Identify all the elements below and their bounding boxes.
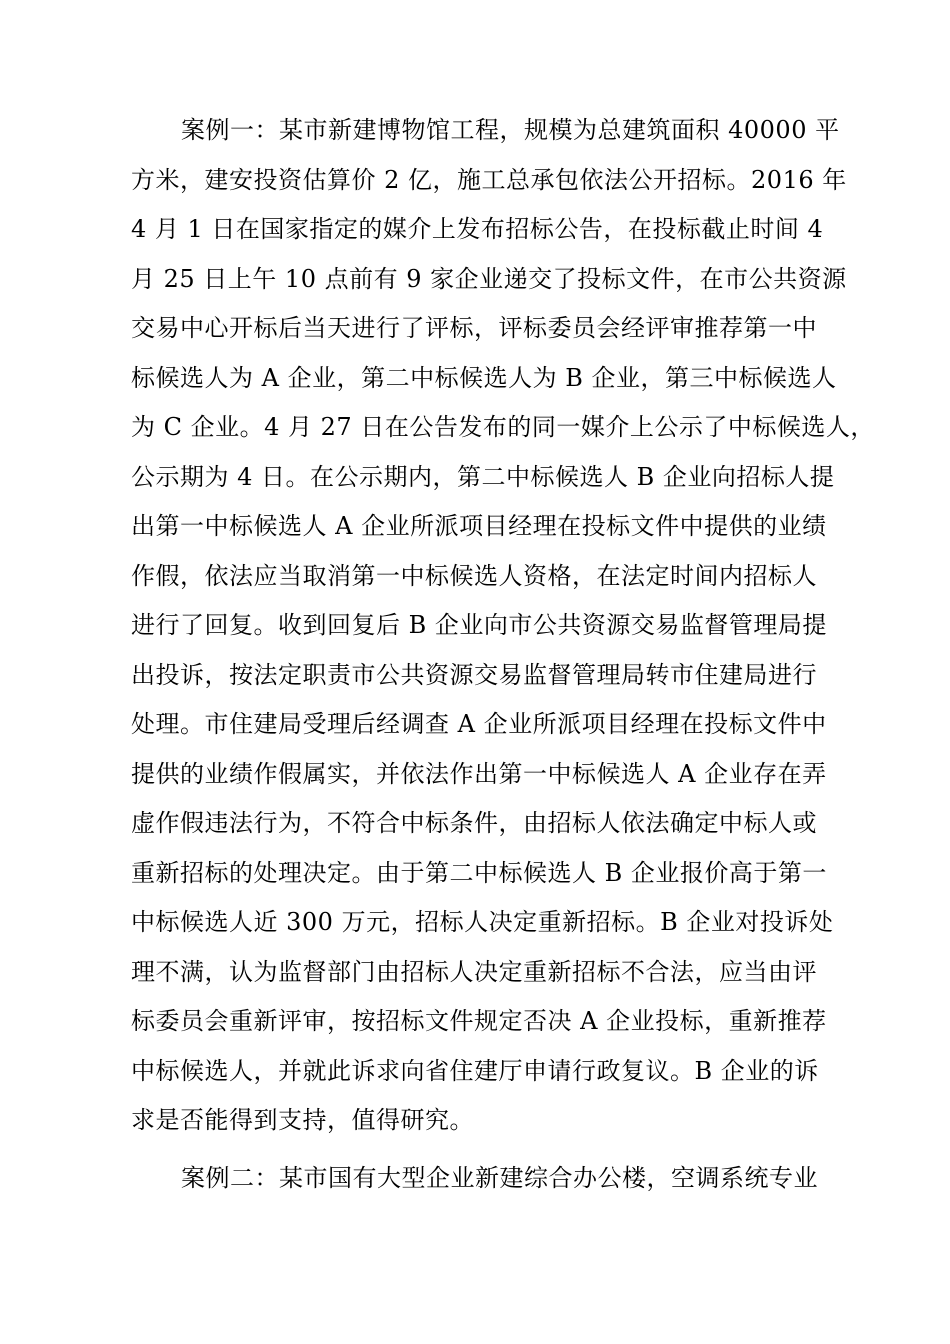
text-line: 方米，建安投资估算价 2 亿，施工总承包依法公开招标。2016 年 xyxy=(131,165,847,194)
text-line: 重新招标的处理决定。由于第二中标候选人 B 企业报价高于第一 xyxy=(131,858,827,887)
text-line: 进行了回复。收到回复后 B 企业向市公共资源交易监督管理局提 xyxy=(131,611,827,639)
text-line: 为 C 企业。4 月 27 日在公告发布的同一媒介上公示了中标候选人， xyxy=(131,413,875,441)
text-line: 理不满，认为监督部门由招标人决定重新招标不合法，应当由评 xyxy=(131,957,817,986)
text-line: 出投诉，按法定职责市公共资源交易监督管理局转市住建局进行 xyxy=(131,660,817,689)
text-line: 处理。市住建局受理后经调查 A 企业所派项目经理在投标文件中 xyxy=(131,710,827,738)
text-line: 出第一中标候选人 A 企业所派项目经理在投标文件中提供的业绩 xyxy=(131,512,827,540)
case-two-paragraph xyxy=(131,1154,831,1204)
case-one-paragraph xyxy=(131,106,875,1146)
text-line: 求是否能得到支持，值得研究。 xyxy=(131,1106,474,1134)
text-line: 中标候选人，并就此诉求向省住建厅申请行政复议。B 企业的诉 xyxy=(131,1056,819,1085)
text-line: 提供的业绩作假属实，并依法作出第一中标候选人 A 企业存在弄 xyxy=(131,759,827,788)
text-line: 虚作假违法行为，不符合中标条件，由招标人依法确定中标人或 xyxy=(131,809,817,837)
text-line: 交易中心开标后当天进行了评标，评标委员会经评审推荐第一中 xyxy=(131,314,817,342)
text-line: 月 25 日上午 10 点前有 9 家企业递交了投标文件，在市公共资源 xyxy=(131,264,847,293)
text-line: 公示期为 4 日。在公示期内，第二中标候选人 B 企业向招标人提 xyxy=(131,462,835,491)
text-line: 作假，依法应当取消第一中标候选人资格，在法定时间内招标人 xyxy=(131,561,817,590)
text-line: 4 月 1 日在国家指定的媒介上发布招标公告，在投标截止时间 4 xyxy=(131,215,824,243)
text-line: 标委员会重新评审，按招标文件规定否决 A 企业投标，重新推荐 xyxy=(131,1007,827,1035)
text-line: 案例二：某市国有大型企业新建综合办公楼，空调系统专业 xyxy=(181,1164,818,1192)
text-line: 案例一：某市新建博物馆工程，规模为总建筑面积 40000 平 xyxy=(181,116,840,144)
text-line: 标候选人为 A 企业，第二中标候选人为 B 企业，第三中标候选人 xyxy=(131,363,837,392)
text-line: 中标候选人近 300 万元，招标人决定重新招标。B 企业对投诉处 xyxy=(131,908,834,936)
